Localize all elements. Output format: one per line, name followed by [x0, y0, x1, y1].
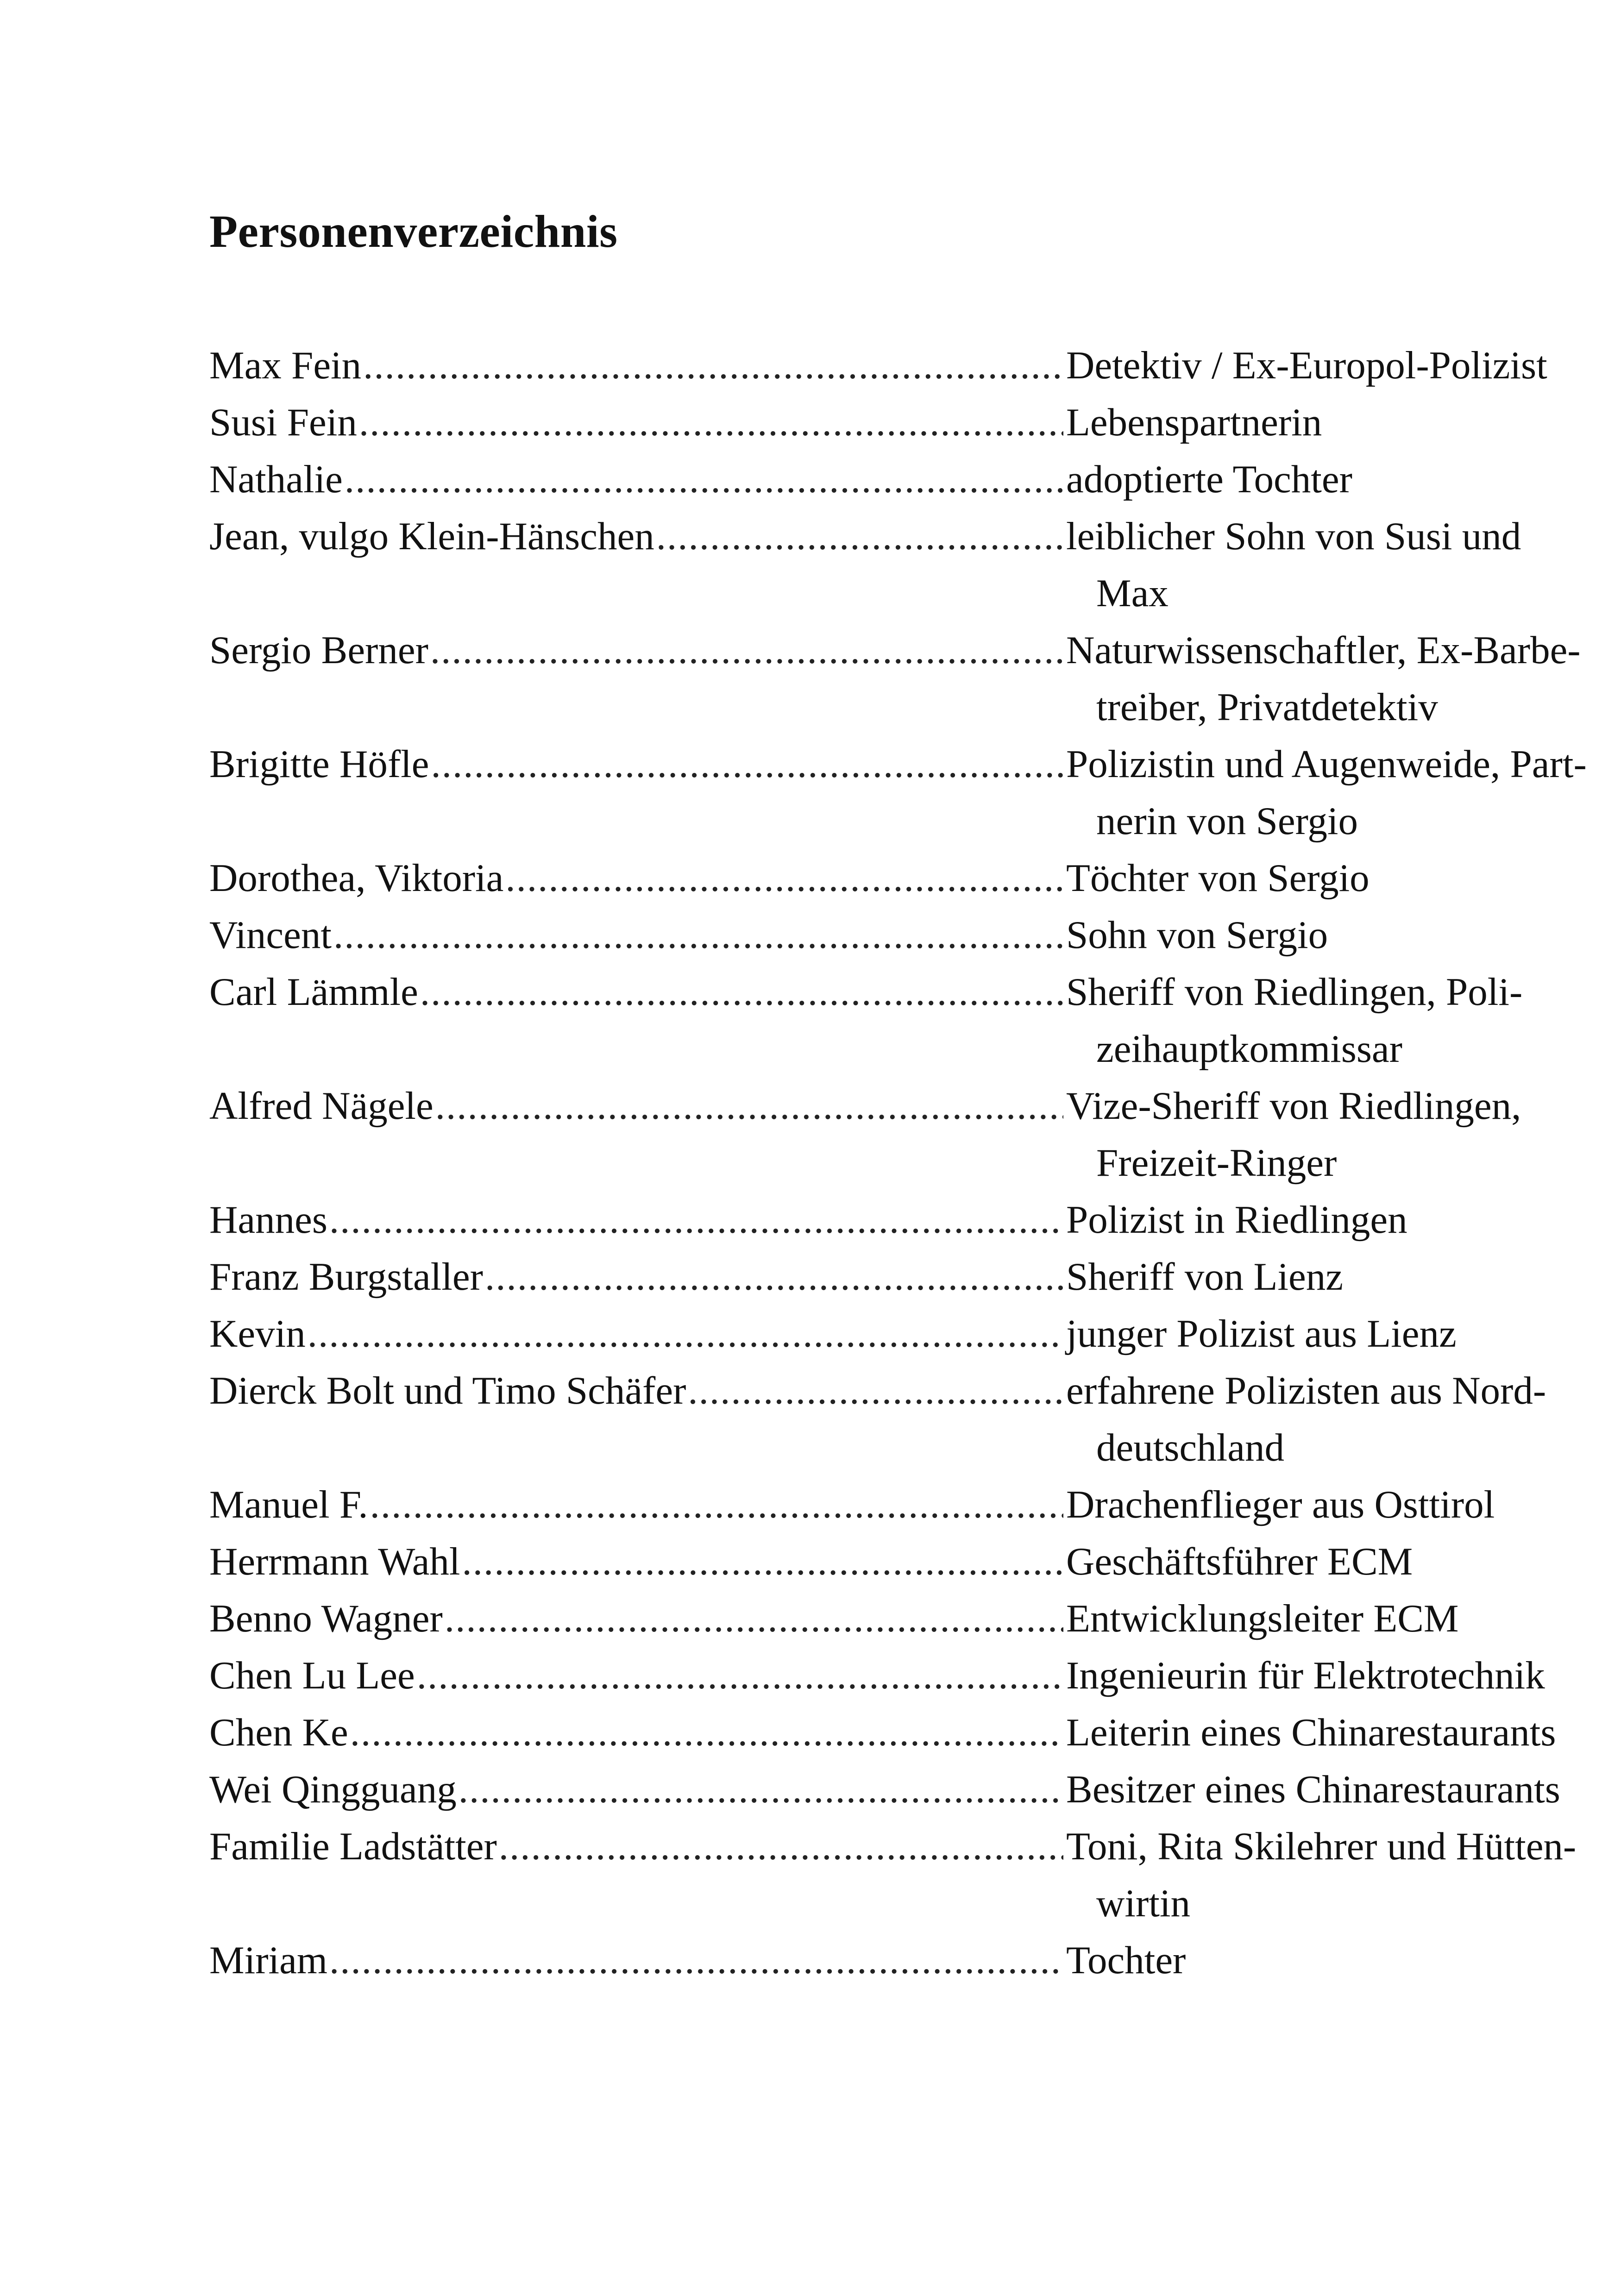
cast-role-continuation: Max: [1096, 571, 1169, 615]
leader-dots: [350, 1704, 1063, 1761]
leader-dots: [462, 1533, 1063, 1590]
cast-entry-line: Brigitte Höfle ..... Polizistin und Augenweide, Part-: [209, 736, 1066, 793]
cast-name: Vincent: [209, 913, 332, 957]
leader-dots: [370, 1476, 1063, 1533]
cast-entry: [209, 907, 1460, 964]
cast-entry: [209, 622, 1581, 736]
cast-role-continuation: zeihauptkommissar: [1096, 1027, 1402, 1071]
cast-entry-line: Hannes ..... Polizist in Riedlingen: [209, 1192, 1066, 1248]
cast-name: Wei Qingguang: [209, 1768, 457, 1811]
cast-name: Chen Lu Lee: [209, 1654, 415, 1697]
cast-name: Franz Burgstaller: [209, 1255, 483, 1299]
leader-dots: [417, 1647, 1063, 1704]
cast-entry-line: Wei Qingguang ..... Besitzer eines Chinarestaurants: [209, 1761, 1066, 1818]
cast-name: Hannes: [209, 1198, 327, 1242]
leader-dots: [485, 1248, 1063, 1305]
leader-dots: [420, 964, 1063, 1021]
leader-dots: [333, 907, 1063, 964]
cast-entry-line: Vincent ..... Sohn von Sergio: [209, 907, 1066, 964]
leader-dots: [345, 451, 1063, 508]
cast-entry-line: Kevin ..... junger Polizist aus Lienz: [209, 1305, 1066, 1362]
cast-name: Manuel F.: [209, 1483, 368, 1526]
cast-entry-line: Alfred Nägele ..... Vize-Sheriff von Riedlingen,: [209, 1078, 1066, 1135]
cast-entry: [209, 1078, 1521, 1192]
cast-entry-line: Familie Ladstätter ..... Toni, Rita Skilehrer und Hütten-: [209, 1818, 1066, 1875]
cast-name: Miriam: [209, 1938, 327, 1982]
cast-name: Herrmann Wahl: [209, 1540, 460, 1583]
leader-dots: [505, 850, 1063, 907]
cast-name: Dierck Bolt und Timo Schäfer: [209, 1369, 686, 1412]
leader-dots: [688, 1362, 1063, 1419]
cast-entry-line: Jean, vulgo Klein-Hänschen ..... leiblicher Sohn von Susi und: [209, 508, 1066, 565]
cast-name: Susi Fein: [209, 401, 357, 444]
cast-name: Sergio Berner: [209, 628, 428, 672]
cast-entry-line: Manuel F. ..... Drachenflieger aus Osttirol: [209, 1476, 1066, 1533]
cast-entry: [209, 1761, 1560, 1818]
page-title: Personenverzeichnis: [209, 206, 618, 257]
leader-dots: [499, 1818, 1063, 1875]
cast-entry-line: Chen Lu Lee ..... Ingenieurin für Elektrotechnik: [209, 1647, 1066, 1704]
cast-entry: [209, 1476, 1495, 1533]
cast-entry: [209, 1647, 1545, 1704]
cast-name: Alfred Nägele: [209, 1084, 434, 1128]
cast-entry-line: Dorothea, Viktoria ..... Töchter von Sergio: [209, 850, 1066, 907]
cast-role-continuation: nerin von Sergio: [1096, 799, 1358, 843]
cast-entry: [209, 1818, 1577, 1932]
cast-name: Dorothea, Viktoria: [209, 856, 504, 900]
cast-entry-line: Benno Wagner ..... Entwicklungsleiter ECM: [209, 1590, 1066, 1647]
cast-entry: [209, 1704, 1556, 1761]
cast-entry-line: Nathalie ..... adoptierte Tochter: [209, 451, 1066, 508]
leader-dots: [430, 622, 1063, 679]
cast-entry: [209, 394, 1460, 451]
cast-entry: [209, 1533, 1460, 1590]
leader-dots: [445, 1590, 1063, 1647]
cast-entry: [209, 1192, 1460, 1248]
cast-entry-line: Franz Burgstaller ..... Sheriff von Lienz: [209, 1248, 1066, 1305]
leader-dots: [435, 1078, 1063, 1135]
cast-name: Carl Lämmle: [209, 970, 418, 1014]
cast-entry: [209, 337, 1547, 394]
cast-role-continuation: wirtin: [1096, 1882, 1191, 1925]
cast-entry-line: Herrmann Wahl ..... Geschäftsführer ECM: [209, 1533, 1066, 1590]
cast-entry: [209, 964, 1523, 1078]
cast-name: Kevin: [209, 1312, 306, 1355]
cast-entry-line: Miriam ..... Tochter: [209, 1932, 1066, 1989]
cast-name: Nathalie: [209, 458, 343, 501]
cast-name: Chen Ke: [209, 1711, 348, 1754]
leader-dots: [459, 1761, 1063, 1818]
leader-dots: [329, 1932, 1063, 1989]
cast-role-continuation: treiber, Privatdetektiv: [1096, 685, 1438, 729]
leader-dots: [363, 337, 1063, 394]
cast-entry: [209, 1362, 1546, 1476]
cast-role-continuation: deutschland: [1096, 1426, 1284, 1469]
leader-dots: [308, 1305, 1063, 1362]
cast-entry-line: Dierck Bolt und Timo Schäfer ..... erfahrene Polizisten aus Nord-: [209, 1362, 1066, 1419]
cast-list: [209, 337, 1587, 1989]
cast-name: Brigitte Höfle: [209, 742, 429, 786]
cast-entry: [209, 736, 1587, 850]
cast-entry: [209, 451, 1460, 508]
cast-entry-line: Max Fein ..... Detektiv / Ex-Europol-Polizist: [209, 337, 1066, 394]
cast-entry-line: Chen Ke ..... Leiterin eines Chinarestaurants: [209, 1704, 1066, 1761]
leader-dots: [656, 508, 1063, 565]
cast-entry-line: Susi Fein ..... Lebenspartnerin: [209, 394, 1066, 451]
cast-name: Familie Ladstätter: [209, 1825, 497, 1868]
cast-role-continuation: Freizeit-Ringer: [1096, 1141, 1337, 1185]
cast-entry: [209, 1305, 1460, 1362]
cast-name: Benno Wagner: [209, 1597, 443, 1640]
cast-entry-line: Carl Lämmle ..... Sheriff von Riedlingen, Poli-: [209, 964, 1066, 1021]
leader-dots: [329, 1192, 1063, 1248]
cast-entry: [209, 1590, 1460, 1647]
leader-dots: [431, 736, 1063, 793]
cast-entry-line: Sergio Berner ..... Naturwissenschaftler, Ex-Barbe-: [209, 622, 1066, 679]
cast-entry: [209, 508, 1521, 622]
cast-entry: [209, 1932, 1460, 1989]
cast-entry: [209, 1248, 1460, 1305]
cast-name: Jean, vulgo Klein-Hänschen: [209, 514, 654, 558]
cast-name: Max Fein: [209, 344, 362, 387]
leader-dots: [359, 394, 1063, 451]
cast-entry: [209, 850, 1460, 907]
